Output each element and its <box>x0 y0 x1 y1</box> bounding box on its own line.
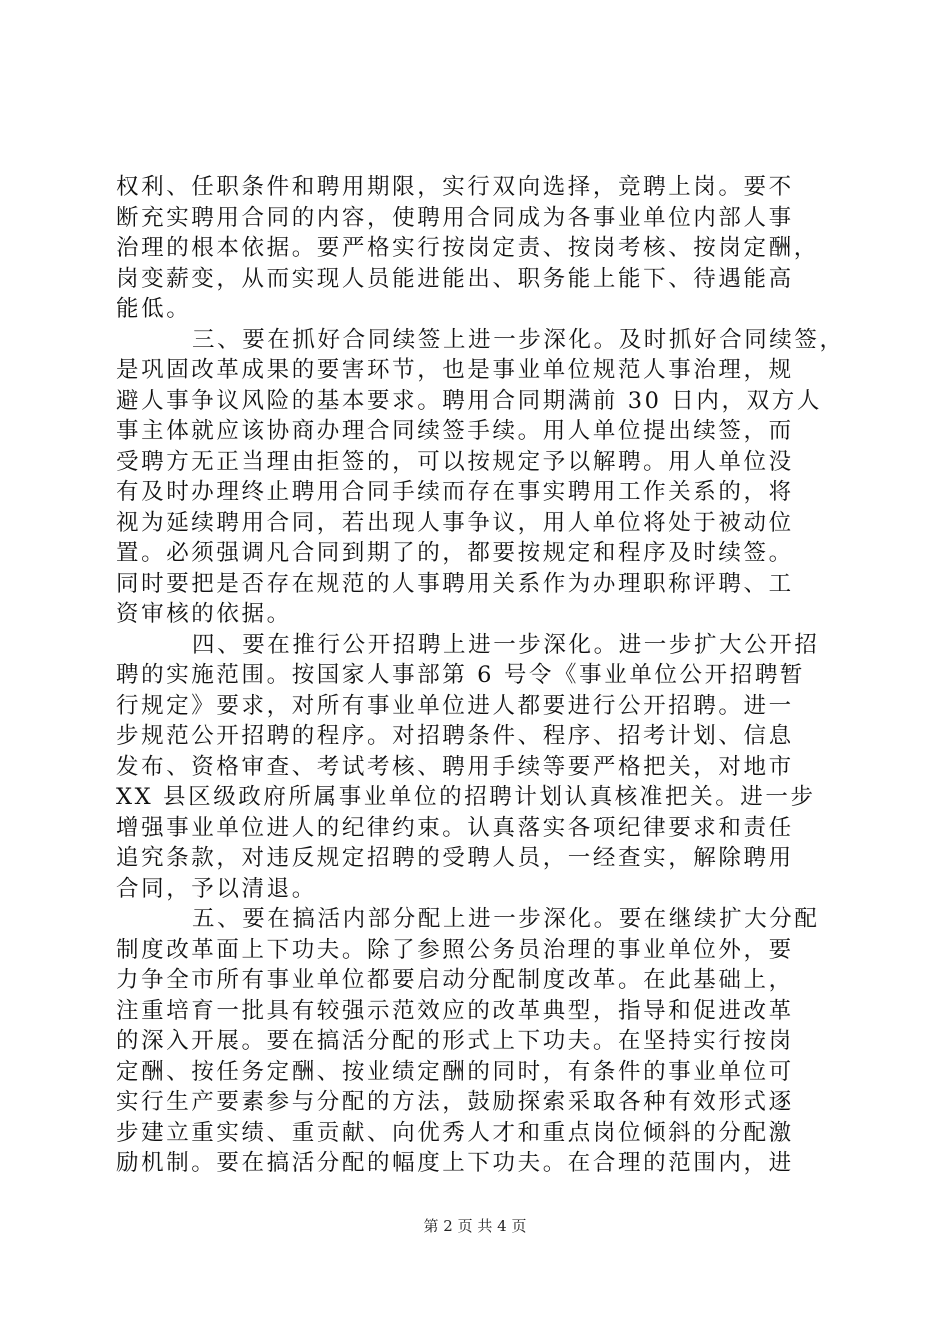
text-line: 力争全市所有事业单位都要启动分配制度改革。在此基础上， <box>116 967 794 993</box>
text-line: 实行生产要素参与分配的方法，鼓励探索采取各种有效形式逐 <box>116 1089 794 1115</box>
text-line: 避人事争议风险的基本要求。聘用合同期满前 30 日内，双方人 <box>116 387 822 414</box>
text-line: 置。必须强调凡合同到期了的，都要按规定和程序及时续签。 <box>116 540 794 566</box>
text-line: 追究条款，对违反规定招聘的受聘人员，一经查实，解除聘用 <box>116 845 794 871</box>
text-line: 受聘方无正当理由拒签的，可以按规定予以解聘。用人单位没 <box>116 448 794 475</box>
text-line: 合同，予以清退。 <box>116 875 317 902</box>
text-line: 制度改革面上下功夫。除了参照公务员治理的事业单位外，要 <box>116 936 794 963</box>
paragraph-first-line: 五、要在搞活内部分配上进一步深化。要在继续扩大分配 <box>192 906 820 932</box>
text-line: 的深入开展。要在搞活分配的形式上下功夫。在坚持实行按岗 <box>116 1028 794 1054</box>
text-line: 定酬、按任务定酬、按业绩定酬的同时，有条件的事业单位可 <box>116 1058 794 1085</box>
text-line: 视为延续聘用合同，若出现人事争议，用人单位将处于被动位 <box>116 509 794 536</box>
text-line: 岗变薪变，从而实现人员能进能出、职务能上能下、待遇能高 <box>116 265 794 292</box>
text-line: 治理的根本依据。要严格实行按岗定责、按岗考核、按岗定酬， <box>116 235 819 261</box>
text-line: 行规定》要求，对所有事业单位进人都要进行公开招聘。进一 <box>116 692 794 719</box>
text-line: 步规范公开招聘的程序。对招聘条件、程序、招考计划、信息 <box>116 723 794 749</box>
text-line: 资审核的依据。 <box>116 601 292 627</box>
text-line: 断充实聘用合同的内容，使聘用合同成为各事业单位内部人事 <box>116 204 794 231</box>
text-line: 是巩固改革成果的要害环节，也是事业单位规范人事治理，规 <box>116 357 794 383</box>
text-line: 发布、资格审查、考试考核、聘用手续等要严格把关，对地市 <box>116 753 794 780</box>
document-body <box>116 172 845 1179</box>
paragraph-first-line: 三、要在抓好合同续签上进一步深化。及时抓好合同续签， <box>192 326 845 353</box>
text-line: 有及时办理终止聘用合同手续而存在事实聘用工作关系的，将 <box>116 479 794 505</box>
text-line: XX 县区级政府所属事业单位的招聘计划认真核准把关。进一步 <box>116 784 816 810</box>
text-line: 同时要把是否存在规范的人事聘用关系作为办理职称评聘、工 <box>116 570 794 597</box>
paragraph-first-line: 四、要在推行公开招聘上进一步深化。进一步扩大公开招 <box>192 631 820 658</box>
text-line: 注重培育一批具有较强示范效应的改革典型，指导和促进改革 <box>116 997 794 1024</box>
text-line: 权利、任职条件和聘用期限，实行双向选择，竞聘上岗。要不 <box>116 174 794 200</box>
text-line: 增强事业单位进人的纪律约束。认真落实各项纪律要求和责任 <box>116 814 794 841</box>
text-line: 事主体就应该协商办理合同续签手续。用人单位提出续签，而 <box>116 418 794 444</box>
text-line: 励机制。要在搞活分配的幅度上下功夫。在合理的范围内，进 <box>116 1150 794 1176</box>
page-footer: 第 2 页 共 4 页 <box>423 1217 527 1235</box>
text-line: 聘的实施范围。按国家人事部第 6 号令《事业单位公开招聘暂 <box>116 662 806 688</box>
text-line: 能低。 <box>116 296 192 322</box>
text-line: 步建立重实绩、重贡献、向优秀人才和重点岗位倾斜的分配激 <box>116 1119 794 1146</box>
